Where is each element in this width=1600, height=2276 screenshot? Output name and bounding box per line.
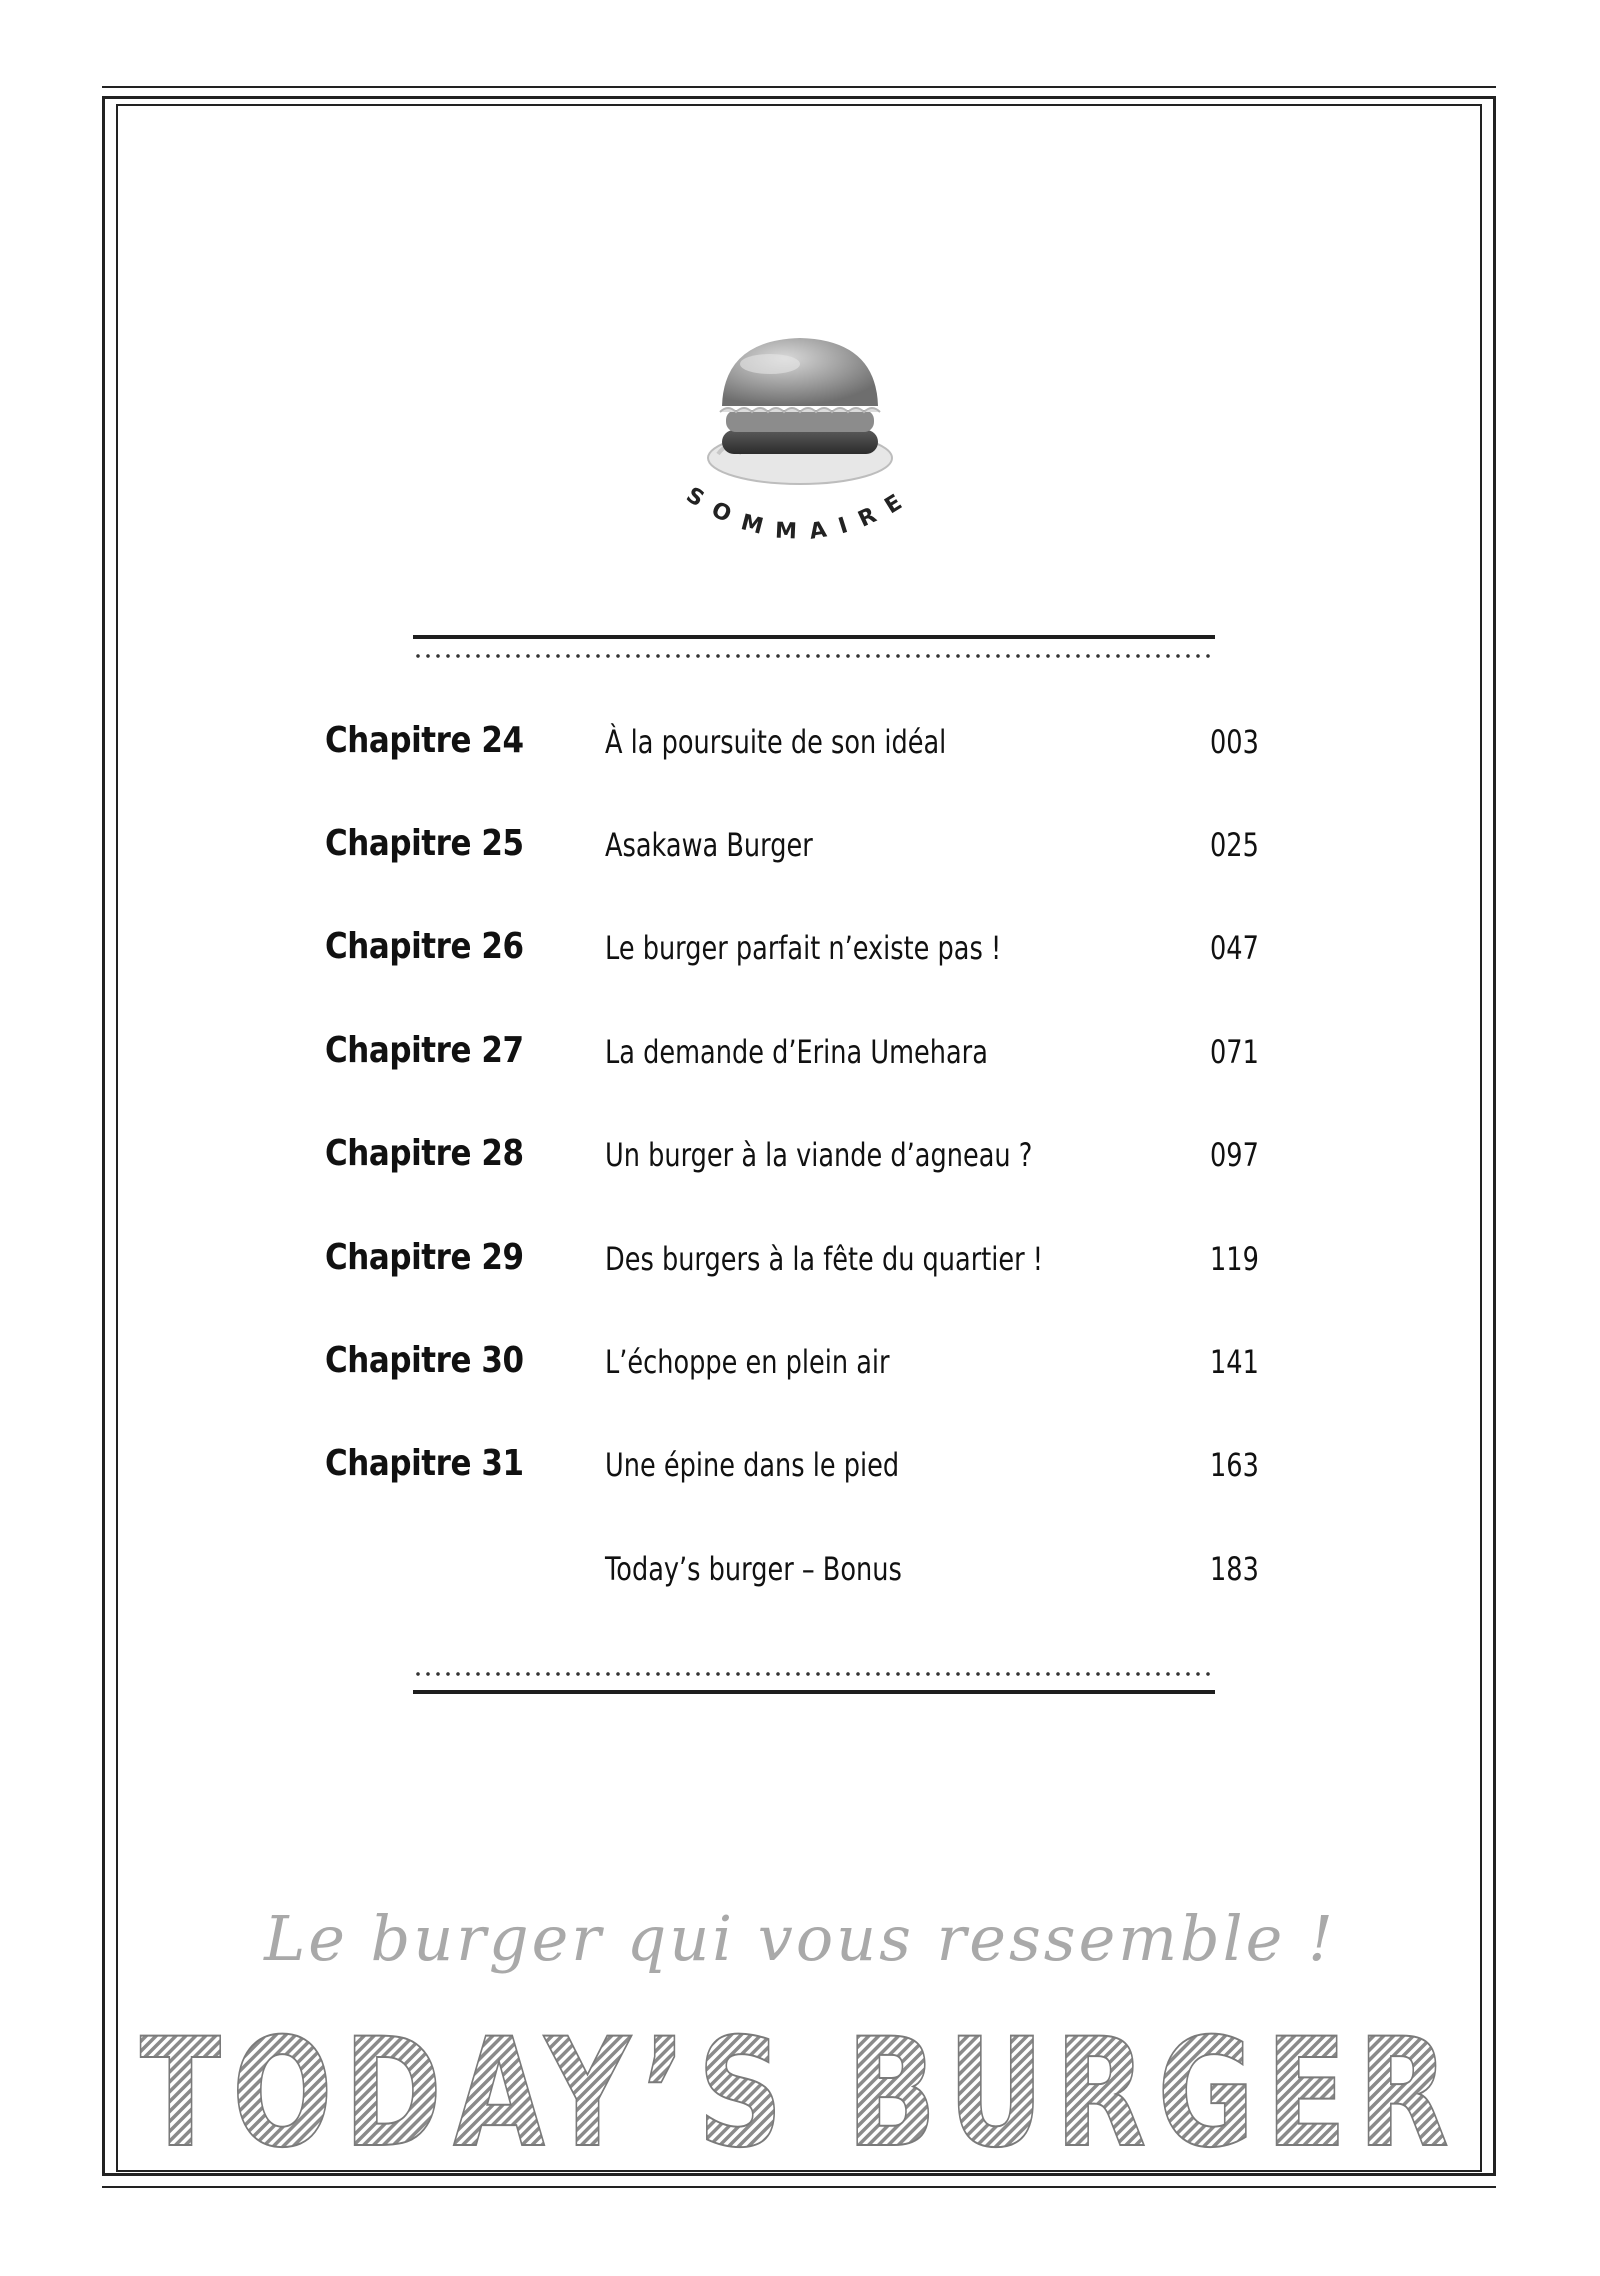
- tagline: Le burger qui vous ressemble !: [264, 1902, 1336, 1975]
- toc-chapter-title: Un burger à la viande d’agneau ?: [605, 1136, 1033, 1174]
- svg-text:SOMMAIRE: SOMMAIRE: [681, 482, 919, 546]
- toc-bottom-dotted-divider: [413, 1672, 1215, 1676]
- sommaire-label: [660, 480, 940, 570]
- toc-chapter-label: Chapitre 25: [325, 823, 524, 864]
- toc-page-number: 047: [1210, 929, 1259, 967]
- toc-chapter-label: Chapitre 31: [325, 1443, 524, 1484]
- toc-entry[interactable]: [0, 1237, 1600, 1297]
- toc-page-number: 163: [1210, 1446, 1259, 1484]
- bottom-rule: [102, 2186, 1496, 2188]
- toc-chapter-title: Asakawa Burger: [605, 826, 813, 864]
- top-rule: [102, 86, 1496, 88]
- toc-entry[interactable]: [0, 1133, 1600, 1193]
- toc-top-divider: [413, 635, 1215, 639]
- toc-chapter-label: Chapitre 29: [325, 1237, 524, 1278]
- toc-page-number: 003: [1210, 723, 1259, 761]
- toc-page-number: 183: [1210, 1550, 1259, 1588]
- toc-entry[interactable]: [0, 1030, 1600, 1090]
- toc-chapter-title: Today’s burger – Bonus: [605, 1550, 902, 1588]
- toc-chapter-title: Des burgers à la fête du quartier !: [605, 1240, 1044, 1278]
- toc-bottom-divider: [413, 1690, 1215, 1694]
- toc-chapter-title: La demande d’Erina Umehara: [605, 1033, 988, 1071]
- toc-chapter-title: À la poursuite de son idéal: [605, 723, 947, 761]
- toc-chapter-label: Chapitre 30: [325, 1340, 524, 1381]
- toc-entry[interactable]: [0, 1547, 1600, 1607]
- burger-illustration-icon: [680, 320, 920, 500]
- toc-entry[interactable]: [0, 1443, 1600, 1503]
- svg-text:TODAY’S BURGER: TODAY’S BURGER: [140, 2010, 1460, 2160]
- toc-chapter-label: Chapitre 27: [325, 1030, 524, 1071]
- toc-chapter-label: Chapitre 24: [325, 720, 524, 761]
- toc-entry[interactable]: [0, 823, 1600, 883]
- toc-page-number: 071: [1210, 1033, 1259, 1071]
- toc-page-number: 141: [1210, 1343, 1259, 1381]
- todays-burger-logo: [130, 2010, 1470, 2160]
- toc-chapter-title: Le burger parfait n’existe pas !: [605, 929, 1002, 967]
- toc-chapter-label: Chapitre 26: [325, 926, 524, 967]
- toc-chapter-title: L’échoppe en plein air: [605, 1343, 890, 1381]
- toc-entry[interactable]: [0, 926, 1600, 986]
- toc-page-number: 119: [1210, 1240, 1259, 1278]
- toc-page-number: 097: [1210, 1136, 1259, 1174]
- toc-page-number: 025: [1210, 826, 1259, 864]
- toc-chapter-title: Une épine dans le pied: [605, 1446, 900, 1484]
- toc-entry[interactable]: [0, 1340, 1600, 1400]
- toc-chapter-label: Chapitre 28: [325, 1133, 524, 1174]
- toc-entry[interactable]: [0, 720, 1600, 780]
- toc-top-dotted-divider: [413, 654, 1215, 658]
